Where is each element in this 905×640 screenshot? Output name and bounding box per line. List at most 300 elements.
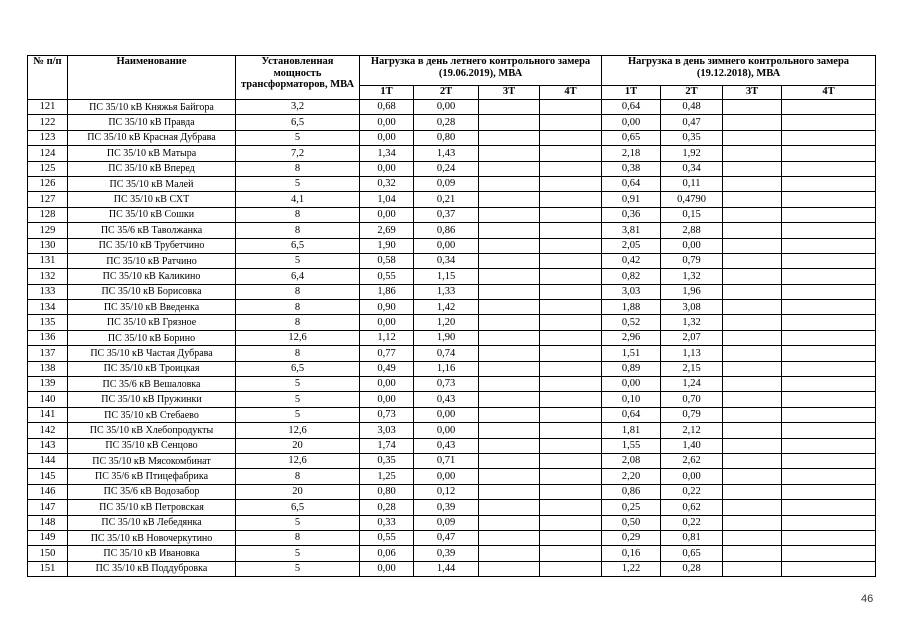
cell-summer-2t: 1,90 xyxy=(414,330,479,345)
cell-summer-2t: 1,42 xyxy=(414,300,479,315)
cell-winter-3t xyxy=(723,315,782,330)
cell-name: ПС 35/10 кВ Петровская xyxy=(68,500,236,515)
cell-num: 145 xyxy=(28,469,68,484)
cell-winter-1t: 0,00 xyxy=(602,377,661,392)
cell-summer-2t: 0,00 xyxy=(414,423,479,438)
table-row xyxy=(28,315,876,330)
cell-summer-4t xyxy=(540,207,602,222)
cell-winter-3t xyxy=(723,300,782,315)
cell-capacity: 6,5 xyxy=(236,115,360,130)
table-row xyxy=(28,223,876,238)
cell-winter-4t xyxy=(782,453,876,468)
cell-name: ПС 35/10 кВ Борисовка xyxy=(68,284,236,299)
cell-summer-3t xyxy=(479,515,540,530)
cell-name: ПС 35/10 кВ Частая Дубрава xyxy=(68,346,236,361)
cell-winter-1t: 2,05 xyxy=(602,238,661,253)
cell-name: ПС 35/10 кВ Сошки xyxy=(68,207,236,222)
cell-summer-3t xyxy=(479,546,540,561)
cell-num: 124 xyxy=(28,146,68,161)
cell-summer-2t: 1,15 xyxy=(414,269,479,284)
cell-summer-4t xyxy=(540,484,602,499)
cell-capacity: 5 xyxy=(236,392,360,407)
cell-name: ПС 35/10 кВ Борино xyxy=(68,330,236,345)
cell-winter-4t xyxy=(782,315,876,330)
cell-capacity: 8 xyxy=(236,300,360,315)
cell-summer-4t xyxy=(540,100,602,115)
cell-capacity: 5 xyxy=(236,176,360,191)
cell-winter-3t xyxy=(723,346,782,361)
cell-summer-2t: 0,09 xyxy=(414,176,479,191)
cell-summer-3t xyxy=(479,346,540,361)
cell-winter-1t: 1,51 xyxy=(602,346,661,361)
cell-winter-2t: 0,62 xyxy=(661,500,723,515)
cell-num: 121 xyxy=(28,100,68,115)
cell-winter-1t: 0,36 xyxy=(602,207,661,222)
cell-winter-3t xyxy=(723,392,782,407)
cell-winter-4t xyxy=(782,100,876,115)
cell-winter-3t xyxy=(723,146,782,161)
table-row xyxy=(28,192,876,207)
cell-name: ПС 35/10 кВ Ратчино xyxy=(68,253,236,268)
cell-summer-3t xyxy=(479,161,540,176)
cell-winter-1t: 2,18 xyxy=(602,146,661,161)
cell-winter-3t xyxy=(723,269,782,284)
cell-capacity: 5 xyxy=(236,407,360,422)
table-row xyxy=(28,176,876,191)
cell-winter-2t: 0,00 xyxy=(661,469,723,484)
cell-winter-1t: 3,81 xyxy=(602,223,661,238)
cell-winter-1t: 0,86 xyxy=(602,484,661,499)
cell-winter-1t: 0,25 xyxy=(602,500,661,515)
cell-summer-3t xyxy=(479,253,540,268)
cell-winter-1t: 1,55 xyxy=(602,438,661,453)
table-row xyxy=(28,561,876,576)
cell-winter-3t xyxy=(723,377,782,392)
cell-summer-2t: 0,09 xyxy=(414,515,479,530)
cell-capacity: 5 xyxy=(236,377,360,392)
cell-winter-4t xyxy=(782,515,876,530)
cell-capacity: 5 xyxy=(236,130,360,145)
cell-num: 147 xyxy=(28,500,68,515)
cell-capacity: 12,6 xyxy=(236,330,360,345)
cell-summer-3t xyxy=(479,561,540,576)
cell-num: 125 xyxy=(28,161,68,176)
table-row xyxy=(28,453,876,468)
cell-winter-3t xyxy=(723,161,782,176)
cell-winter-1t: 0,64 xyxy=(602,100,661,115)
table-row xyxy=(28,546,876,561)
cell-name: ПС 35/10 кВ Мясокомбинат xyxy=(68,453,236,468)
cell-summer-3t xyxy=(479,453,540,468)
cell-summer-3t xyxy=(479,176,540,191)
cell-summer-1t: 1,90 xyxy=(360,238,414,253)
cell-summer-4t xyxy=(540,361,602,376)
cell-capacity: 8 xyxy=(236,284,360,299)
cell-winter-3t xyxy=(723,484,782,499)
cell-summer-1t: 1,04 xyxy=(360,192,414,207)
cell-num: 132 xyxy=(28,269,68,284)
cell-summer-1t: 2,69 xyxy=(360,223,414,238)
cell-winter-3t xyxy=(723,561,782,576)
cell-summer-2t: 0,43 xyxy=(414,438,479,453)
cell-summer-3t xyxy=(479,407,540,422)
cell-capacity: 20 xyxy=(236,484,360,499)
cell-winter-3t xyxy=(723,361,782,376)
cell-winter-3t xyxy=(723,469,782,484)
cell-winter-4t xyxy=(782,192,876,207)
header-winter-4t: 4Т xyxy=(782,86,876,100)
cell-capacity: 3,2 xyxy=(236,100,360,115)
cell-summer-4t xyxy=(540,530,602,545)
cell-summer-4t xyxy=(540,176,602,191)
cell-summer-2t: 0,21 xyxy=(414,192,479,207)
cell-summer-2t: 0,12 xyxy=(414,484,479,499)
cell-summer-1t: 0,32 xyxy=(360,176,414,191)
cell-winter-2t: 0,47 xyxy=(661,115,723,130)
cell-winter-2t: 0,81 xyxy=(661,530,723,545)
cell-winter-1t: 0,64 xyxy=(602,407,661,422)
cell-capacity: 12,6 xyxy=(236,423,360,438)
cell-num: 136 xyxy=(28,330,68,345)
table-row xyxy=(28,161,876,176)
cell-winter-2t: 2,07 xyxy=(661,330,723,345)
cell-winter-1t: 3,03 xyxy=(602,284,661,299)
cell-capacity: 5 xyxy=(236,253,360,268)
table-row xyxy=(28,238,876,253)
cell-summer-2t: 1,20 xyxy=(414,315,479,330)
cell-name: ПС 35/10 кВ СХТ xyxy=(68,192,236,207)
cell-summer-2t: 1,16 xyxy=(414,361,479,376)
substation-load-table xyxy=(27,55,876,577)
cell-capacity: 8 xyxy=(236,315,360,330)
cell-name: ПС 35/10 кВ Сенцово xyxy=(68,438,236,453)
cell-name: ПС 35/10 кВ Правда xyxy=(68,115,236,130)
cell-winter-1t: 0,29 xyxy=(602,530,661,545)
table-row xyxy=(28,500,876,515)
cell-winter-4t xyxy=(782,146,876,161)
cell-winter-2t: 1,96 xyxy=(661,284,723,299)
cell-summer-1t: 0,73 xyxy=(360,407,414,422)
cell-winter-1t: 0,82 xyxy=(602,269,661,284)
cell-winter-4t xyxy=(782,561,876,576)
table-row xyxy=(28,330,876,345)
table-row xyxy=(28,100,876,115)
cell-winter-2t: 2,15 xyxy=(661,361,723,376)
cell-winter-1t: 0,42 xyxy=(602,253,661,268)
cell-summer-4t xyxy=(540,346,602,361)
cell-winter-4t xyxy=(782,238,876,253)
cell-winter-2t: 1,13 xyxy=(661,346,723,361)
cell-name: ПС 35/10 кВ Пружинки xyxy=(68,392,236,407)
cell-summer-1t: 0,68 xyxy=(360,100,414,115)
cell-summer-3t xyxy=(479,392,540,407)
table-row xyxy=(28,515,876,530)
cell-summer-2t: 0,24 xyxy=(414,161,479,176)
cell-summer-4t xyxy=(540,130,602,145)
cell-winter-4t xyxy=(782,253,876,268)
cell-summer-1t: 1,12 xyxy=(360,330,414,345)
cell-winter-2t: 0,00 xyxy=(661,238,723,253)
table-row xyxy=(28,130,876,145)
cell-summer-2t: 0,28 xyxy=(414,115,479,130)
header-summer-load: Нагрузка в день летнего контрольного замера (19.06.2019), МВА xyxy=(360,56,602,86)
cell-capacity: 5 xyxy=(236,561,360,576)
cell-winter-4t xyxy=(782,300,876,315)
table-row xyxy=(28,207,876,222)
cell-winter-4t xyxy=(782,130,876,145)
cell-winter-1t: 0,65 xyxy=(602,130,661,145)
cell-summer-1t: 0,77 xyxy=(360,346,414,361)
cell-summer-1t: 0,00 xyxy=(360,315,414,330)
cell-summer-4t xyxy=(540,453,602,468)
cell-summer-4t xyxy=(540,300,602,315)
cell-winter-4t xyxy=(782,346,876,361)
table-row xyxy=(28,423,876,438)
cell-winter-1t: 0,10 xyxy=(602,392,661,407)
cell-summer-1t: 0,00 xyxy=(360,130,414,145)
cell-name: ПС 35/10 кВ Троицкая xyxy=(68,361,236,376)
cell-capacity: 4,1 xyxy=(236,192,360,207)
cell-winter-3t xyxy=(723,500,782,515)
cell-num: 139 xyxy=(28,377,68,392)
cell-winter-2t: 0,65 xyxy=(661,546,723,561)
cell-summer-4t xyxy=(540,253,602,268)
cell-summer-1t: 0,00 xyxy=(360,392,414,407)
cell-winter-4t xyxy=(782,500,876,515)
cell-winter-3t xyxy=(723,100,782,115)
cell-summer-1t: 0,55 xyxy=(360,530,414,545)
cell-winter-1t: 0,64 xyxy=(602,176,661,191)
cell-winter-4t xyxy=(782,530,876,545)
cell-winter-3t xyxy=(723,253,782,268)
header-winter-2t: 2Т xyxy=(661,86,723,100)
cell-num: 135 xyxy=(28,315,68,330)
header-summer-4t: 4Т xyxy=(540,86,602,100)
cell-capacity: 8 xyxy=(236,161,360,176)
cell-name: ПС 35/10 кВ Стебаево xyxy=(68,407,236,422)
table-row xyxy=(28,530,876,545)
cell-summer-3t xyxy=(479,238,540,253)
cell-name: ПС 35/10 кВ Хлебопродукты xyxy=(68,423,236,438)
cell-winter-1t: 2,08 xyxy=(602,453,661,468)
cell-winter-3t xyxy=(723,453,782,468)
cell-num: 142 xyxy=(28,423,68,438)
cell-name: ПС 35/10 кВ Новочеркутино xyxy=(68,530,236,545)
cell-winter-3t xyxy=(723,238,782,253)
table-row xyxy=(28,269,876,284)
cell-name: ПС 35/6 кВ Вешаловка xyxy=(68,377,236,392)
cell-summer-2t: 0,00 xyxy=(414,407,479,422)
cell-num: 129 xyxy=(28,223,68,238)
cell-summer-1t: 0,58 xyxy=(360,253,414,268)
cell-winter-1t: 0,16 xyxy=(602,546,661,561)
cell-winter-2t: 0,22 xyxy=(661,515,723,530)
cell-num: 151 xyxy=(28,561,68,576)
cell-winter-3t xyxy=(723,223,782,238)
cell-summer-3t xyxy=(479,530,540,545)
cell-summer-2t: 1,33 xyxy=(414,284,479,299)
cell-num: 134 xyxy=(28,300,68,315)
cell-winter-3t xyxy=(723,438,782,453)
cell-summer-3t xyxy=(479,269,540,284)
cell-name: ПС 35/10 кВ Каликино xyxy=(68,269,236,284)
cell-winter-4t xyxy=(782,392,876,407)
cell-winter-3t xyxy=(723,192,782,207)
cell-summer-4t xyxy=(540,238,602,253)
cell-summer-3t xyxy=(479,300,540,315)
cell-summer-3t xyxy=(479,500,540,515)
cell-capacity: 6,5 xyxy=(236,361,360,376)
cell-winter-4t xyxy=(782,161,876,176)
header-winter-3t: 3Т xyxy=(723,86,782,100)
cell-summer-4t xyxy=(540,330,602,345)
cell-capacity: 5 xyxy=(236,515,360,530)
cell-name: ПС 35/6 кВ Водозабор xyxy=(68,484,236,499)
cell-winter-1t: 1,88 xyxy=(602,300,661,315)
cell-num: 144 xyxy=(28,453,68,468)
cell-summer-2t: 1,44 xyxy=(414,561,479,576)
cell-winter-2t: 1,40 xyxy=(661,438,723,453)
cell-num: 150 xyxy=(28,546,68,561)
cell-winter-4t xyxy=(782,546,876,561)
cell-summer-3t xyxy=(479,438,540,453)
cell-name: ПС 35/10 кВ Трубетчино xyxy=(68,238,236,253)
cell-summer-1t: 1,74 xyxy=(360,438,414,453)
cell-winter-2t: 2,88 xyxy=(661,223,723,238)
header-capacity: Установленная мощность трансформаторов, МВА xyxy=(236,56,360,100)
cell-summer-4t xyxy=(540,407,602,422)
table-row xyxy=(28,284,876,299)
cell-summer-2t: 0,43 xyxy=(414,392,479,407)
cell-capacity: 8 xyxy=(236,223,360,238)
cell-summer-2t: 0,00 xyxy=(414,100,479,115)
cell-winter-1t: 1,22 xyxy=(602,561,661,576)
cell-winter-2t: 1,32 xyxy=(661,269,723,284)
cell-summer-1t: 0,33 xyxy=(360,515,414,530)
cell-summer-3t xyxy=(479,146,540,161)
cell-winter-4t xyxy=(782,284,876,299)
cell-summer-3t xyxy=(479,223,540,238)
cell-summer-1t: 0,06 xyxy=(360,546,414,561)
cell-winter-1t: 0,91 xyxy=(602,192,661,207)
cell-winter-4t xyxy=(782,115,876,130)
cell-winter-3t xyxy=(723,546,782,561)
cell-capacity: 12,6 xyxy=(236,453,360,468)
cell-name: ПС 35/10 кВ Грязное xyxy=(68,315,236,330)
cell-summer-4t xyxy=(540,515,602,530)
cell-capacity: 7,2 xyxy=(236,146,360,161)
cell-capacity: 8 xyxy=(236,207,360,222)
cell-summer-4t xyxy=(540,423,602,438)
cell-summer-2t: 1,43 xyxy=(414,146,479,161)
cell-summer-3t xyxy=(479,207,540,222)
cell-num: 137 xyxy=(28,346,68,361)
cell-winter-2t: 0,28 xyxy=(661,561,723,576)
header-winter-1t: 1Т xyxy=(602,86,661,100)
cell-summer-2t: 0,73 xyxy=(414,377,479,392)
header-winter-load: Нагрузка в день зимнего контрольного замера (19.12.2018), МВА xyxy=(602,56,876,86)
cell-capacity: 5 xyxy=(236,546,360,561)
cell-winter-2t: 1,32 xyxy=(661,315,723,330)
cell-num: 141 xyxy=(28,407,68,422)
cell-summer-4t xyxy=(540,438,602,453)
cell-summer-3t xyxy=(479,469,540,484)
cell-capacity: 8 xyxy=(236,469,360,484)
cell-summer-1t: 1,86 xyxy=(360,284,414,299)
cell-summer-2t: 0,39 xyxy=(414,500,479,515)
cell-summer-2t: 0,71 xyxy=(414,453,479,468)
cell-winter-3t xyxy=(723,515,782,530)
table-row xyxy=(28,392,876,407)
cell-num: 126 xyxy=(28,176,68,191)
cell-summer-3t xyxy=(479,484,540,499)
cell-summer-1t: 1,25 xyxy=(360,469,414,484)
cell-winter-1t: 2,96 xyxy=(602,330,661,345)
cell-summer-3t xyxy=(479,100,540,115)
cell-num: 140 xyxy=(28,392,68,407)
cell-winter-3t xyxy=(723,407,782,422)
cell-name: ПС 35/10 кВ Вперед xyxy=(68,161,236,176)
cell-name: ПС 35/10 кВ Малей xyxy=(68,176,236,191)
cell-summer-2t: 0,37 xyxy=(414,207,479,222)
cell-name: ПС 35/10 кВ Поддубровка xyxy=(68,561,236,576)
cell-winter-4t xyxy=(782,207,876,222)
cell-num: 127 xyxy=(28,192,68,207)
cell-summer-1t: 1,34 xyxy=(360,146,414,161)
cell-summer-4t xyxy=(540,392,602,407)
cell-summer-4t xyxy=(540,546,602,561)
cell-winter-4t xyxy=(782,423,876,438)
cell-winter-2t: 0,79 xyxy=(661,407,723,422)
cell-summer-2t: 0,47 xyxy=(414,530,479,545)
cell-winter-4t xyxy=(782,361,876,376)
cell-summer-1t: 0,00 xyxy=(360,207,414,222)
cell-summer-1t: 0,35 xyxy=(360,453,414,468)
table-row xyxy=(28,377,876,392)
cell-winter-4t xyxy=(782,469,876,484)
cell-summer-2t: 0,00 xyxy=(414,469,479,484)
cell-summer-2t: 0,34 xyxy=(414,253,479,268)
cell-winter-2t: 0,34 xyxy=(661,161,723,176)
cell-winter-1t: 0,89 xyxy=(602,361,661,376)
cell-winter-1t: 0,38 xyxy=(602,161,661,176)
cell-winter-3t xyxy=(723,530,782,545)
cell-winter-3t xyxy=(723,130,782,145)
cell-summer-3t xyxy=(479,115,540,130)
table-header xyxy=(28,56,876,100)
cell-summer-4t xyxy=(540,269,602,284)
table-body xyxy=(28,100,876,577)
cell-summer-2t: 0,80 xyxy=(414,130,479,145)
cell-summer-3t xyxy=(479,330,540,345)
cell-summer-1t: 0,00 xyxy=(360,115,414,130)
cell-summer-3t xyxy=(479,284,540,299)
header-name: Наименование xyxy=(68,56,236,100)
cell-num: 131 xyxy=(28,253,68,268)
cell-winter-1t: 0,50 xyxy=(602,515,661,530)
header-summer-3t: 3Т xyxy=(479,86,540,100)
cell-name: ПС 35/10 кВ Матыра xyxy=(68,146,236,161)
cell-winter-4t xyxy=(782,377,876,392)
cell-winter-2t: 2,12 xyxy=(661,423,723,438)
cell-winter-4t xyxy=(782,269,876,284)
cell-num: 148 xyxy=(28,515,68,530)
cell-winter-2t: 0,11 xyxy=(661,176,723,191)
table-row xyxy=(28,484,876,499)
cell-summer-4t xyxy=(540,115,602,130)
cell-winter-3t xyxy=(723,176,782,191)
cell-winter-1t: 2,20 xyxy=(602,469,661,484)
